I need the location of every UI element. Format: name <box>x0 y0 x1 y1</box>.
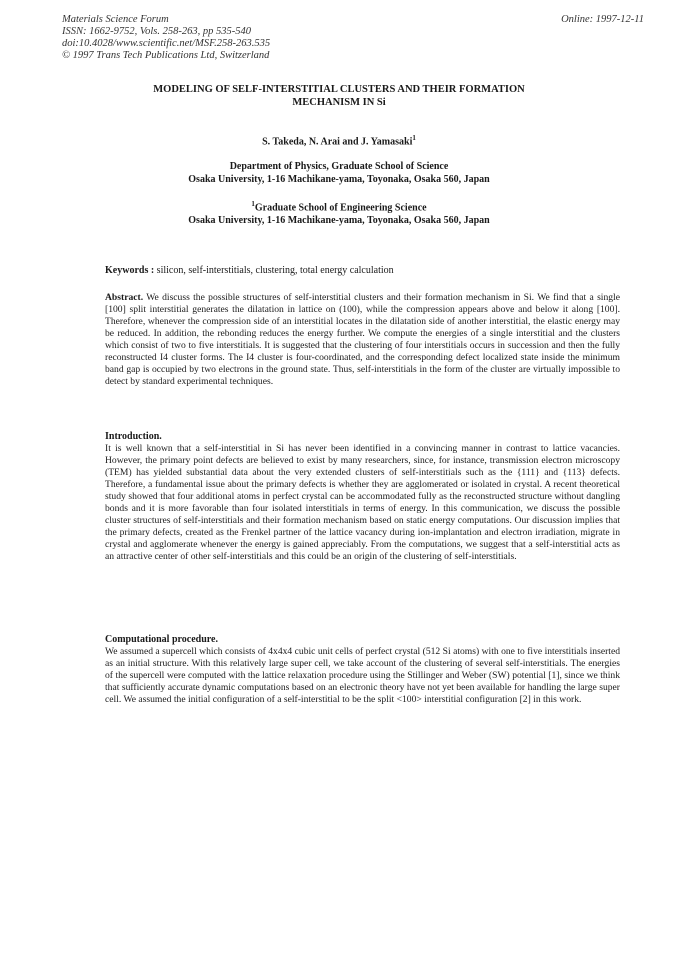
keywords-label: Keywords : <box>105 265 155 276</box>
doi-line: doi:10.4028/www.scientific.net/MSF.258-263.535 <box>62 38 271 49</box>
abstract-label: Abstract. <box>105 292 144 303</box>
affiliation-2-dept: $^1$Graduate School of Engineering Science <box>251 200 427 214</box>
keywords-list: silicon, self-interstitials, clustering, total energy calculation <box>156 265 394 276</box>
issn-line: ISSN: 1662-9752, Vols. 258-263, pp 535-540 <box>62 26 251 37</box>
affiliation-1-address: Osaka University, 1-16 Machikane-yama, Toyonaka, Osaka 560, Japan <box>188 174 490 185</box>
abstract-text: We discuss the possible structures of self-interstitial clusters and their formation mechanism in Si. We find that a single [100] split interstitial generates the dilatation in lattice on (100), while the compression appears above and below it along [100]. Therefore, whenever the compression side of an interstitial locates in the dilatation side of another interstitial, the elastic energy may be reduced. In addition, the rebonding reduces the energy further. We compute the energies of a single interstitial and the clusters which consist of two to five interstitials. It is suggested that the clustering of four interstitials occurs in succession and then the fully reconstructed I4 cluster forms. The I4 cluster is four-coordinated, and the corresponding defect localized state inside the minimum band gap is occupied by two electrons in the ground state. Thus, self-interstitials in the form of the cluster are virtually impossible to detect by standard experimental techniques. <box>105 292 620 387</box>
journal-name: Materials Science Forum <box>62 14 169 25</box>
journal-header <box>62 14 270 62</box>
introduction-section <box>105 431 620 563</box>
computational-procedure-text: We assumed a supercell which consists of 4x4x4 cubic unit cells of perfect crystal (512 Si atoms) with one to five interstitials inserted as an initial structure. With this relatively large super cell, we take account of the clustering of several self-interstitials. The energies of the supercell were computed with the lattice relaxation procedure using the Stillinger and Weber (SW) potential [1], since we think that sufficiently accurate dynamic computations based on an electronic theory have not yet been available for handling the large super cell. We assumed the initial configuration of a self-interstitial to be the split <100> interstitial configuration [2] in this work. <box>105 646 620 705</box>
online-date: Online: 1997-12-11 <box>561 14 644 25</box>
paper-title <box>62 83 616 109</box>
computational-procedure-section <box>105 634 620 706</box>
copyright-line: © 1997 Trans Tech Publications Ltd, Switzerland <box>62 50 270 61</box>
keywords <box>105 265 394 276</box>
affiliation-2 <box>62 198 616 227</box>
computational-procedure-heading: Computational procedure. <box>105 634 218 645</box>
title-line-1: MODELING OF SELF-INTERSTITIAL CLUSTERS AND THEIR FORMATION <box>153 84 525 95</box>
affiliation-2-address: Osaka University, 1-16 Machikane-yama, Toyonaka, Osaka 560, Japan <box>188 215 490 227</box>
affiliation-1-dept: Department of Physics, Graduate School of Science <box>229 161 449 172</box>
affiliation-1 <box>62 160 616 186</box>
title-line-2: MECHANISM IN Si <box>292 97 386 108</box>
authors <box>62 134 616 147</box>
author-superscript: 1 <box>412 134 416 142</box>
author-names: S. Takeda, N. Arai and J. Yamasaki <box>262 136 413 148</box>
affiliation-2-superscript: 1 <box>251 200 255 208</box>
introduction-heading: Introduction. <box>105 431 162 442</box>
abstract <box>105 292 620 388</box>
introduction-text: It is well known that a self-interstitial in Si has never been identified in a convincing manner in contrast to lattice vacancies. However, the primary point defects are believed to exist by many researchers, since, for instance, transmission electron microscopy (TEM) has yielded substantial data about the very extended clusters of self-interstitials such as the {111} and {113} defects. Therefore, a fundamental issue about the primary defects is whether they are agglomerated or isolated in crystal. A recent theoretical study showed that four additional atoms in perfect crystal can be accommodated fully as the reconstructed structure without dangling bonds and it is more favorable than four isolated interstitials in terms of energy. In this communication, we discuss the possible cluster structures of self-interstitials and their formation mechanism based on static energy computations. Our discussion implies that the primary defects, created as the Frenkel partner of the lattice vacancy during ion-implantation and electron irradiation, migrate in crystal and agglomerate whenever the energy is gained appreciably. From the computations, we suggest that a self-interstitial acts as an attractive center of other self-interstitials and this could be an origin of the clustering of self-interstitials. <box>105 443 620 562</box>
